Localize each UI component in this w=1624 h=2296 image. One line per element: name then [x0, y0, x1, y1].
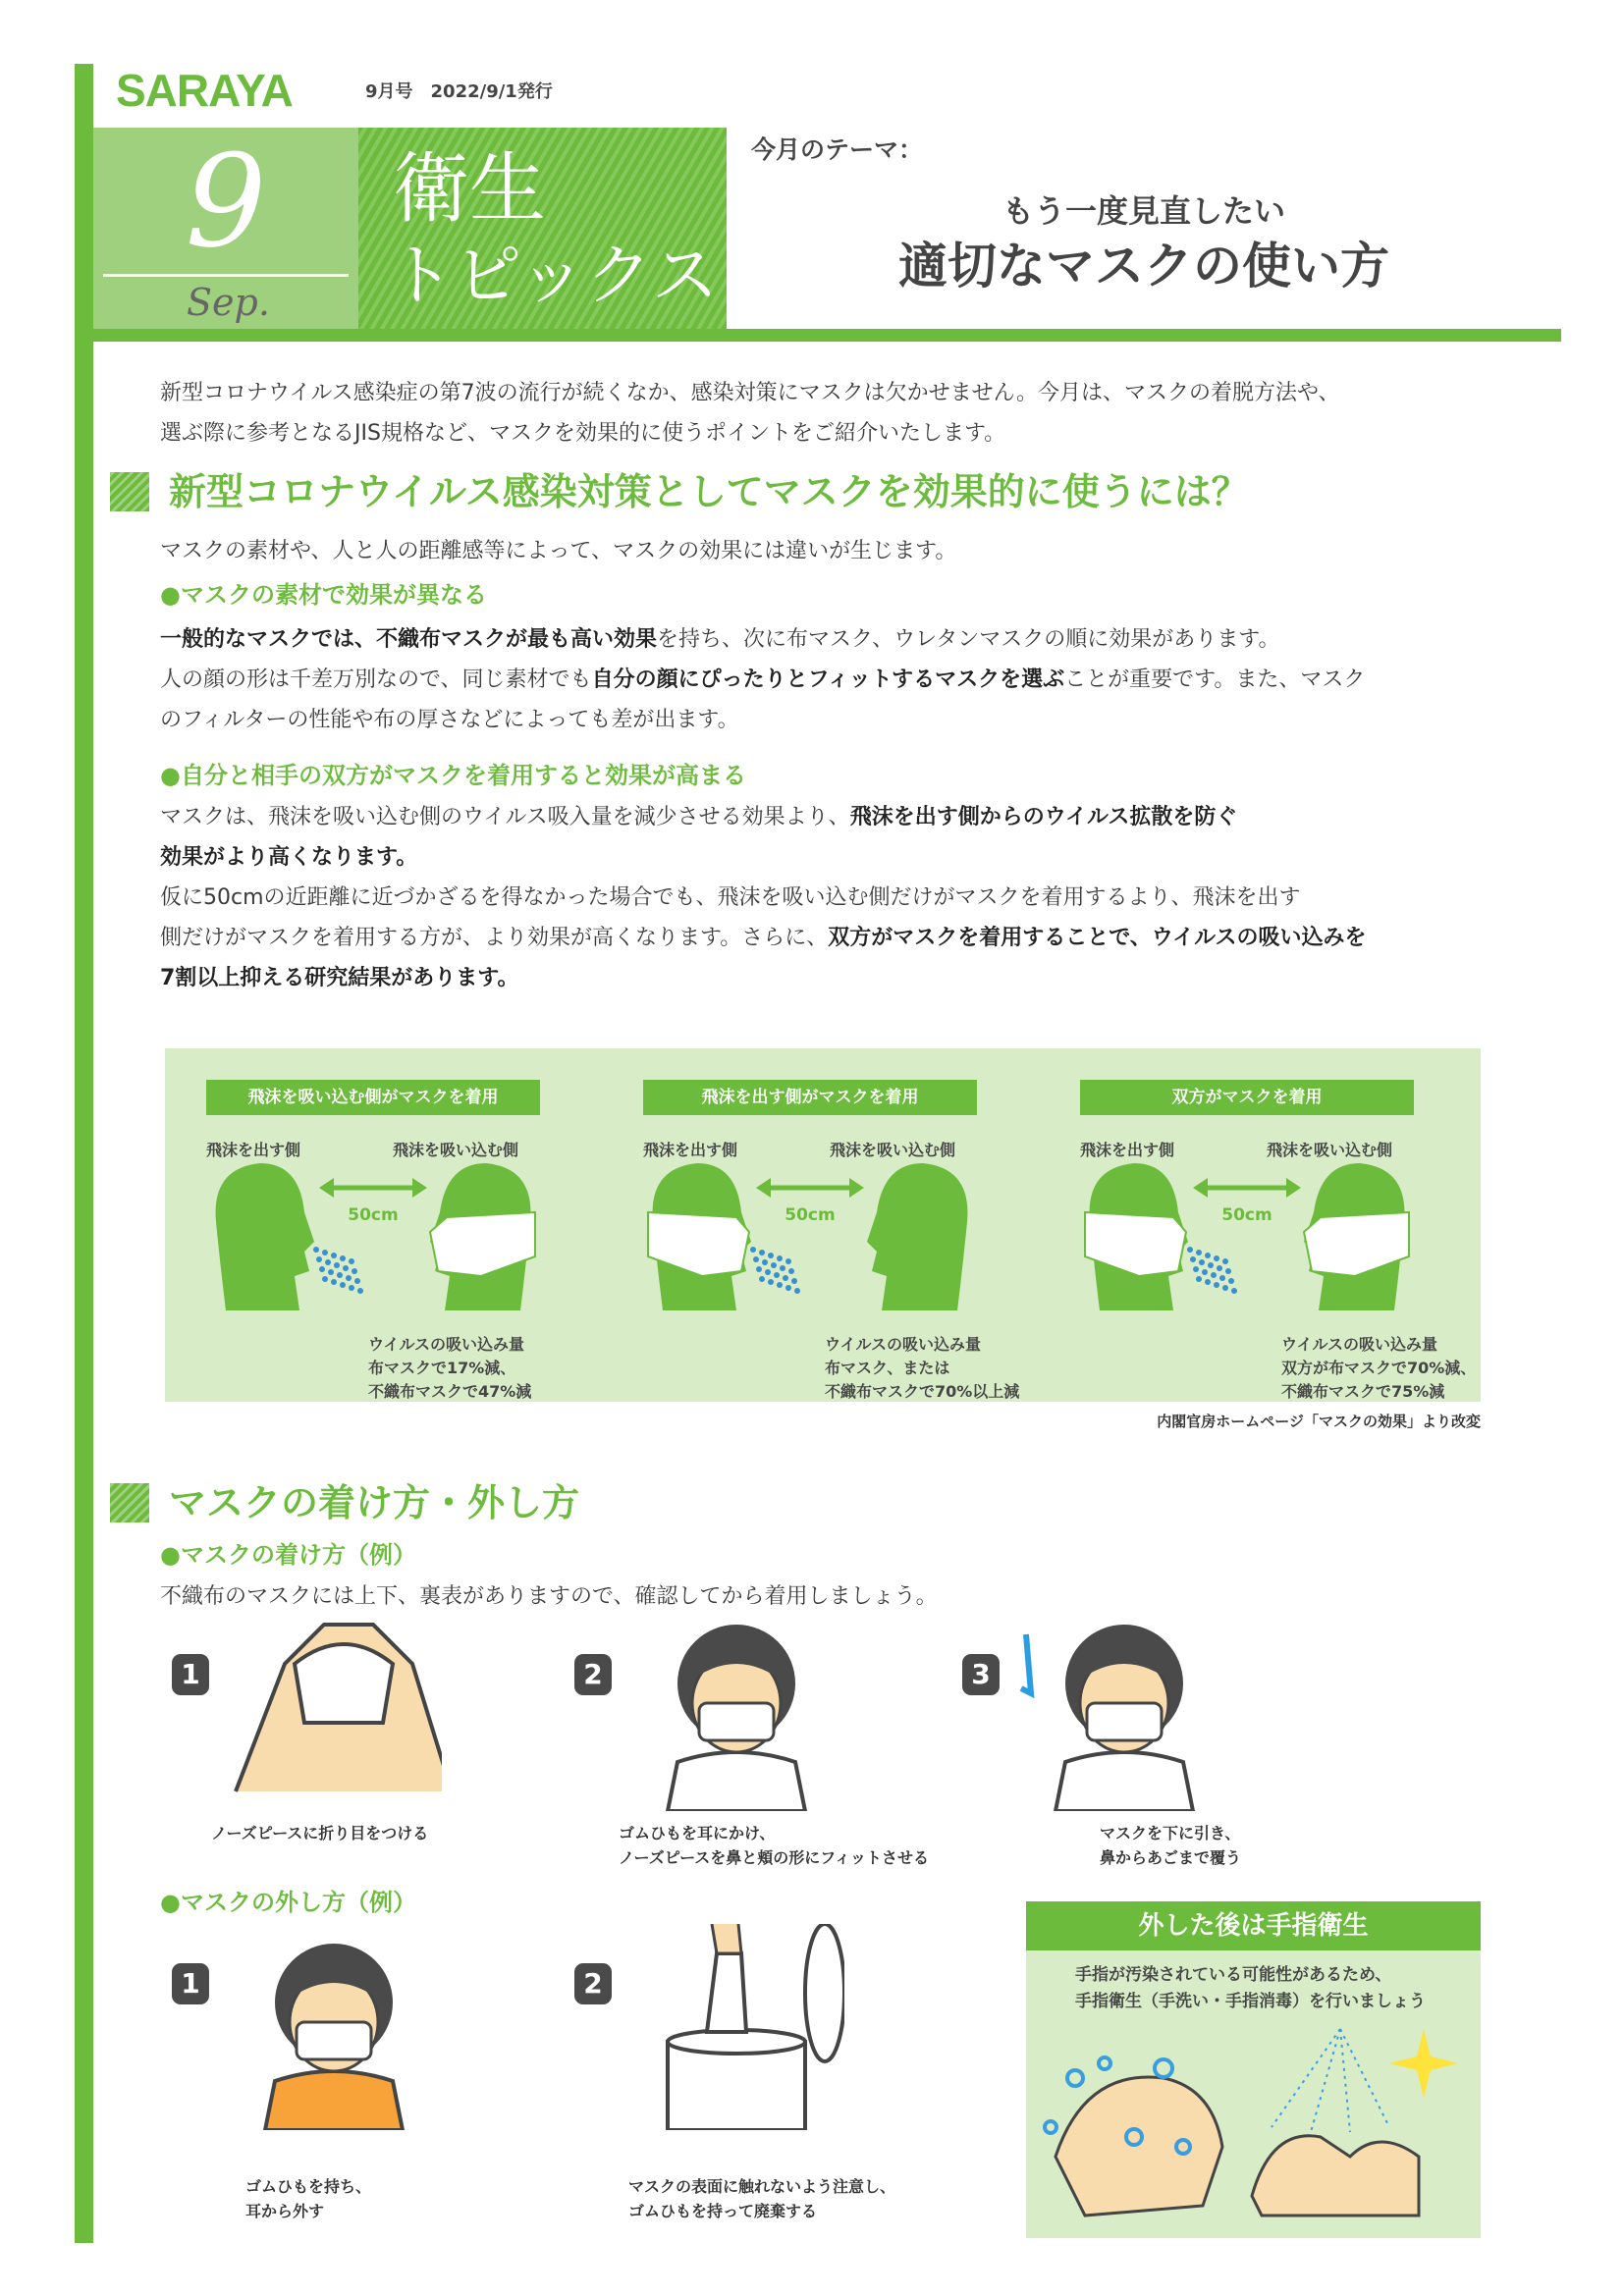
step-number: 3	[962, 1654, 1000, 1695]
step-number: 2	[574, 1963, 612, 2004]
step-caption: ゴムひもを耳にかけ、 ノーズピースを鼻と頬の形にフィットさせる	[619, 1824, 930, 1867]
distance-label: 50cm	[1221, 1205, 1272, 1225]
heading-square-icon	[110, 472, 149, 511]
distance-label: 50cm	[348, 1205, 399, 1225]
heads-illustration	[206, 1163, 540, 1330]
emitter-label: 飛沫を出す側	[643, 1141, 738, 1159]
mask-removal-illustration	[628, 1924, 844, 2130]
droplets-icon	[750, 1247, 800, 1294]
paragraph: 不織布のマスクには上下、裏表がありますので、確認してから着用しましょう。	[160, 1584, 938, 1609]
text: マスクは、飛沫を吸い込む側のウイルス吸入量を減少させる効果より、	[160, 805, 850, 829]
panel-title: 飛沫を吸い込む側がマスクを着用	[206, 1080, 540, 1115]
step-number: 1	[172, 1963, 209, 2004]
left-accent-bar	[75, 64, 93, 2243]
bold-text: 効果がより高くなります。	[160, 845, 418, 870]
hand-hygiene-box	[1026, 1901, 1481, 2238]
droplets-icon	[313, 1247, 363, 1294]
header-rule	[93, 329, 1561, 342]
month-number: 9	[185, 133, 267, 270]
month-abbr: Sep.	[187, 281, 270, 324]
inhaler-label: 飛沫を吸い込む側	[393, 1141, 519, 1159]
inhaler-head-icon	[867, 1163, 967, 1310]
section-heading	[110, 1480, 579, 1525]
step-number: 1	[172, 1654, 209, 1695]
figure-panel	[643, 1070, 1085, 1401]
handwash-illustration	[1026, 2009, 1481, 2235]
mask-wearing-illustration	[1016, 1605, 1232, 1811]
result-text: ウイルスの吸い込み量 布マスク、または 不織布マスクで70%以上減	[825, 1335, 1020, 1401]
saraya-logo: SARAYA	[116, 65, 293, 116]
distance-arrow-icon	[756, 1178, 864, 1198]
text: 仮に50cmの近距離に近づかざるを得なかった場合でも、飛沫を吸い込む側だけがマスクを着用するより、飛沫を出す	[160, 885, 1301, 910]
section-title: マスクの着け方・外し方	[169, 1481, 580, 1524]
mask-effect-figure	[165, 1048, 1481, 1402]
step-number: 2	[574, 1654, 612, 1695]
section-heading	[110, 469, 1249, 514]
section-title: 新型コロナウイルス感染対策としてマスクを効果的に使うには？	[169, 470, 1249, 513]
step-caption: マスクの表面に触れないよう注意し、 ゴムひもを持って廃棄する	[628, 2177, 896, 2220]
page-title: 適切なマスクの使い方	[898, 238, 1389, 294]
hygiene-text: 手指が汚染されている可能性があるため、	[1075, 1965, 1392, 1985]
distance-arrow-icon	[1193, 1178, 1301, 1198]
emitter-label: 飛沫を出す側	[206, 1141, 301, 1159]
hygiene-text: 手指衛生（手洗い・手指消毒）を行いましょう	[1075, 1992, 1426, 2011]
subheading: ●マスクの外し方（例）	[160, 1889, 416, 1916]
mask-removal-illustration	[226, 1924, 442, 2130]
heads-illustration	[643, 1163, 977, 1330]
emitter-label: 飛沫を出す側	[1080, 1141, 1175, 1159]
hygiene-title: 外した後は手指衛生	[1026, 1901, 1481, 1950]
subheading: ●マスクの素材で効果が異なる	[160, 581, 487, 609]
bold-text: 一般的なマスクでは、不織布マスクが最も高い効果	[160, 627, 658, 652]
intro-line: 選ぶ際に参考となるJIS規格など、マスクを効果的に使うポイントをご紹介いたします。	[160, 421, 1006, 446]
paragraph: マスクの素材や、人と人の距離感等によって、マスクの効果には違いが生じます。	[160, 539, 957, 563]
text: 側だけがマスクを着用する方が、より効果が高くなります。さらに、	[160, 926, 829, 950]
result-text: ウイルスの吸い込み量 双方が布マスクで70%減、 不織布マスクで75%減	[1281, 1335, 1477, 1401]
bold-text: 自分の顔にぴったりとフィットするマスクを選ぶ	[591, 667, 1065, 692]
text: 人の顔の形は千差万別なので、同じ素材でも	[160, 667, 592, 692]
bold-text: 双方がマスクを着用することで、ウイルスの吸い込みを	[828, 926, 1367, 950]
figure-panel	[206, 1070, 648, 1401]
issue-date: 9月号 2022/9/1発行	[365, 81, 553, 102]
mask-wearing-illustration	[226, 1605, 442, 1811]
intro-line: 新型コロナウイルス感染症の第7波の流行が続くなか、感染対策にマスクは欠かせません。今月は、マスクの着脱方法や、	[160, 381, 1340, 405]
theme-subtitle: もう一度見直したい	[1001, 192, 1285, 230]
inhaler-label: 飛沫を吸い込む側	[1267, 1141, 1393, 1159]
result-text: ウイルスの吸い込み量 布マスクで17%減、 不織布マスクで47%減	[368, 1335, 532, 1401]
subheading: ●自分と相手の双方がマスクを着用すると効果が高まる	[160, 762, 746, 789]
bold-text: 7割以上抑える研究結果があります。	[160, 966, 519, 990]
inhaler-label: 飛沫を吸い込む側	[830, 1141, 956, 1159]
paragraph	[160, 619, 1495, 740]
heads-illustration	[1080, 1163, 1414, 1330]
text: を持ち、次に布マスク、ウレタンマスクの順に効果があります。	[657, 627, 1280, 652]
text: ことが重要です。また、マスク	[1064, 667, 1366, 692]
intro	[160, 373, 1495, 454]
step-caption: マスクを下に引き、 鼻からあごまで覆う	[1100, 1824, 1242, 1867]
figure-panel	[1080, 1070, 1522, 1401]
mask-wearing-illustration	[628, 1605, 844, 1811]
heading-square-icon	[110, 1483, 149, 1522]
divider	[103, 274, 349, 277]
panel-title: 双方がマスクを着用	[1080, 1080, 1414, 1115]
paragraph	[160, 797, 1495, 998]
text: のフィルターの性能や布の厚さなどによっても差が出ます。	[160, 708, 739, 732]
distance-arrow-icon	[319, 1178, 427, 1198]
series-title-2: トピックス	[388, 238, 719, 315]
distance-label: 50cm	[785, 1205, 836, 1225]
step-caption: ゴムひもを持ち、 耳から外す	[245, 2177, 372, 2220]
figure-source: 内閣官房ホームページ「マスクの効果」より改変	[1157, 1413, 1481, 1430]
panel-title: 飛沫を出す側がマスクを着用	[643, 1080, 977, 1115]
step-caption: ノーズピースに折り目をつける	[211, 1824, 429, 1842]
series-title-1: 衛生	[393, 145, 547, 234]
subheading: ●マスクの着け方（例）	[160, 1541, 416, 1569]
bold-text: 飛沫を出す側からのウイルス拡散を防ぐ	[849, 805, 1238, 829]
droplets-icon	[1187, 1247, 1237, 1294]
theme-label: 今月のテーマ：	[751, 135, 924, 164]
emitter-head-icon	[216, 1163, 314, 1310]
